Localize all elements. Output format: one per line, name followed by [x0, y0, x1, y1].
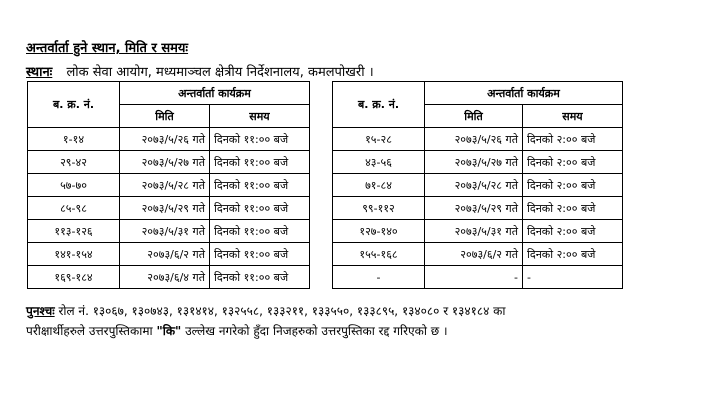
- interview-time: दिनको ११:०० बजे: [210, 266, 310, 289]
- interview-date: -: [425, 266, 523, 289]
- interview-date: २०७३/६/२ गते: [425, 243, 523, 266]
- roll-range: ११३-१२६: [28, 220, 120, 243]
- interview-time: दिनको २:०० बजे: [523, 128, 623, 151]
- postscript-text-pre: परीक्षार्थीहरुले उत्तरपुस्तिकामा: [26, 324, 157, 338]
- table-row: [28, 220, 310, 243]
- table-row: [28, 128, 310, 151]
- schedule-table-left: [27, 81, 310, 289]
- date-header: मिति: [120, 105, 210, 128]
- interview-date: २०७३/५/२८ गते: [120, 174, 210, 197]
- table-row: [28, 266, 310, 289]
- interview-time: दिनको २:०० बजे: [523, 243, 623, 266]
- time-header: समय: [210, 105, 310, 128]
- interview-time: दिनको ११:०० बजे: [210, 151, 310, 174]
- interview-time: दिनको २:०० बजे: [523, 197, 623, 220]
- postscript-line-1: [26, 302, 506, 319]
- roll-range: ७१-८४: [333, 174, 425, 197]
- postscript-label: पुनश्चः: [26, 304, 55, 318]
- interview-time: दिनको २:०० बजे: [523, 174, 623, 197]
- interview-date: २०७३/५/२९ गते: [425, 197, 523, 220]
- interview-date: २०७३/५/३१ गते: [425, 220, 523, 243]
- venue-label: स्थानः: [26, 65, 53, 80]
- interview-time: दिनको ११:०० बजे: [210, 174, 310, 197]
- interview-date: २०७३/५/२९ गते: [120, 197, 210, 220]
- interview-date: २०७३/५/२८ गते: [425, 174, 523, 197]
- table-row: [28, 174, 310, 197]
- postscript-text: रोल नं. १३०६७, १३०७४३, १३१४१४, १३२५५८, १३३२११, १३३५५०, १३३८९५, १३४०८० र १३४१८४ का: [54, 304, 506, 318]
- interview-date: २०७३/५/२६ गते: [120, 128, 210, 151]
- roll-range: ५७-७०: [28, 174, 120, 197]
- table-row: [333, 220, 623, 243]
- notice-heading: अन्तर्वार्ता हुने स्थान, मिति र समयः: [26, 41, 189, 56]
- roll-range: २९-४२: [28, 151, 120, 174]
- roll-header: ब. क्र. नं.: [333, 82, 425, 128]
- postscript-line-2: [26, 322, 448, 339]
- program-header: अन्तर्वार्ता कार्यक्रम: [120, 82, 310, 105]
- postscript-text-post: उल्लेख नगरेको हुँदा निजहरुको उत्तरपुस्तिका रद्द गरिएको छ ।: [181, 324, 448, 338]
- interview-time: दिनको २:०० बजे: [523, 220, 623, 243]
- table-row: [333, 197, 623, 220]
- date-header: मिति: [425, 105, 523, 128]
- interview-time: दिनको २:०० बजे: [523, 151, 623, 174]
- table-row: [333, 266, 623, 289]
- table-row: [28, 243, 310, 266]
- interview-time: दिनको ११:०० बजे: [210, 243, 310, 266]
- interview-date: २०७३/६/४ गते: [120, 266, 210, 289]
- roll-range: १५५-१६८: [333, 243, 425, 266]
- time-header: समय: [523, 105, 623, 128]
- roll-range: ४३-५६: [333, 151, 425, 174]
- interview-time: -: [523, 266, 623, 289]
- interview-date: २०७३/६/२ गते: [120, 243, 210, 266]
- interview-date: २०७३/५/२६ गते: [425, 128, 523, 151]
- table-row: [333, 128, 623, 151]
- table-row: [28, 197, 310, 220]
- table-row: [333, 174, 623, 197]
- interview-time: दिनको ११:०० बजे: [210, 197, 310, 220]
- interview-date: २०७३/५/२७ गते: [425, 151, 523, 174]
- program-header: अन्तर्वार्ता कार्यक्रम: [425, 82, 623, 105]
- roll-range: १६९-१८४: [28, 266, 120, 289]
- roll-range: १५-२८: [333, 128, 425, 151]
- roll-range: ८५-९८: [28, 197, 120, 220]
- table-row: [333, 151, 623, 174]
- interview-time: दिनको ११:०० बजे: [210, 220, 310, 243]
- roll-header: ब. क्र. नं.: [28, 82, 120, 128]
- postscript-ki-word: "कि": [156, 324, 182, 338]
- roll-range: -: [333, 266, 425, 289]
- roll-range: ९९-११२: [333, 197, 425, 220]
- roll-range: १-१४: [28, 128, 120, 151]
- venue-line: [26, 62, 374, 80]
- interview-date: २०७३/५/३१ गते: [120, 220, 210, 243]
- schedule-table-right: [332, 81, 623, 289]
- interview-date: २०७३/५/२७ गते: [120, 151, 210, 174]
- roll-range: १४१-१५४: [28, 243, 120, 266]
- venue-value: लोक सेवा आयोग, मध्यमाञ्चल क्षेत्रीय निर्देशनालय, कमलपोखरी ।: [66, 65, 374, 80]
- table-row: [28, 151, 310, 174]
- table-row: [333, 243, 623, 266]
- interview-time: दिनको ११:०० बजे: [210, 128, 310, 151]
- roll-range: १२७-१४०: [333, 220, 425, 243]
